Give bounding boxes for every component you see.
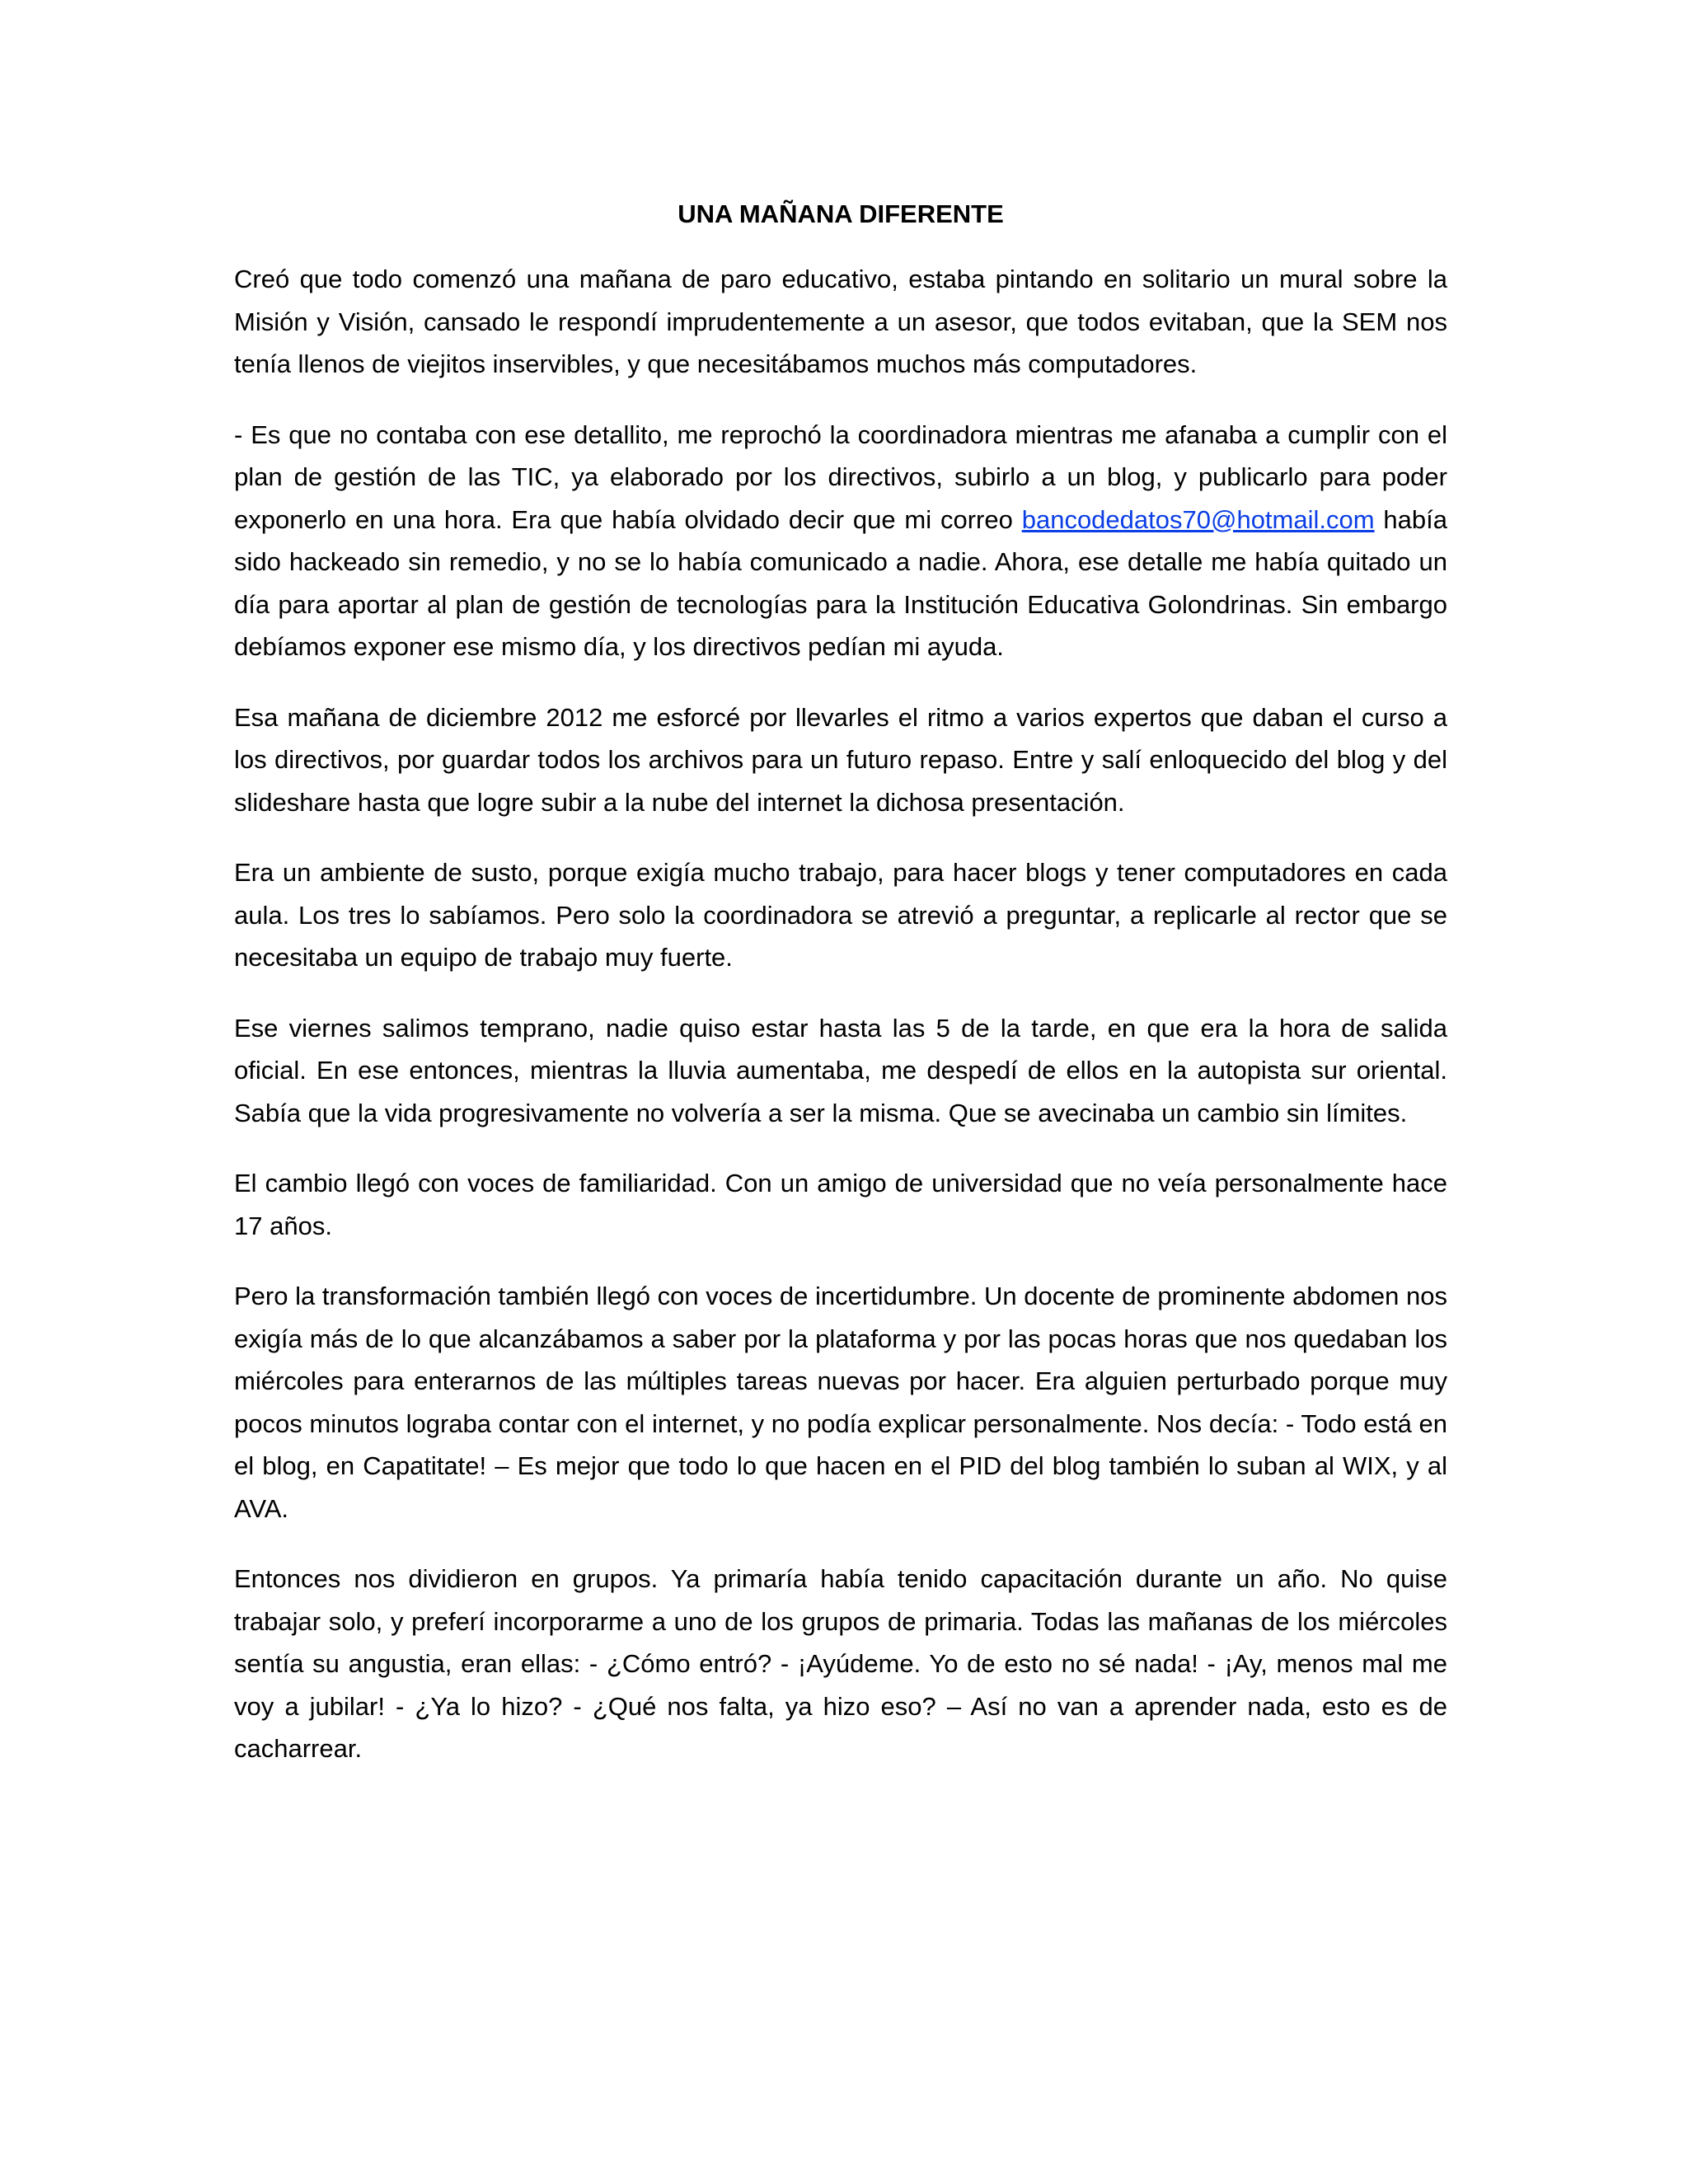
document-body [234, 195, 1447, 1798]
paragraph-8: Entonces nos dividieron en grupos. Ya primaría había tenido capacitación durante un año. No quise trabajar solo, y preferí incorporarme a uno de los grupos de primaria. Todas las mañanas de los miércoles sentía su angustia, eran ellas: - ¿Cómo entró? - ¡Ayúdeme. Yo de esto no sé nada! - ¡Ay, menos mal me voy a jubilar! - ¿Ya lo hizo? - ¿Qué nos falta, ya hizo eso? – Así no van a aprender nada, esto es de cacharrear. [234, 1564, 1447, 1763]
email-link[interactable]: bancodedatos70@hotmail.com [1021, 504, 1375, 534]
paragraph-2 [234, 414, 1447, 668]
paragraph-3: Esa mañana de diciembre 2012 me esforcé por llevarles el ritmo a varios expertos que daban el curso a los directivos, por guardar todos los archivos para un futuro repaso. Entre y salí enloquecido del blog y del slideshare hasta que logre subir a la nube del internet la dichosa presentación. [234, 702, 1447, 817]
paragraph-2-text-after: había sido hackeado sin remedio, y no se lo había comunicado a nadie. Ahora, ese detalle me había quitado un día para aportar al plan de gestión de tecnologías para la Institución Educativa Golondrinas. Sin embargo debíamos exponer ese mismo día, y los directivos pedían mi ayuda. [234, 504, 1447, 661]
paragraph-4: Era un ambiente de susto, porque exigía mucho trabajo, para hacer blogs y tener computadores en cada aula. Los tres lo sabíamos. Pero solo la coordinadora se atrevió a preguntar, a replicarle al rector que se necesitaba un equipo de trabajo muy fuerte. [234, 858, 1447, 972]
paragraph-1: Creó que todo comenzó una mañana de paro educativo, estaba pintando en solitario un mural sobre la Misión y Visión, cansado le respondí imprudentemente a un asesor, que todos evitaban, que la SEM nos tenía llenos de viejitos inservibles, y que necesitábamos muchos más computadores. [234, 265, 1447, 378]
paragraph-7: Pero la transformación también llegó con voces de incertidumbre. Un docente de prominente abdomen nos exigía más de lo que alcanzábamos a saber por la plataforma y por las pocas horas que nos quedaban los miércoles para enterarnos de las múltiples tareas nuevas por hacer. Era alguien perturbado porque muy pocos minutos lograba contar con el internet, y no podía explicar personalmente. Nos decía: - Todo está en el blog, en Capatitate! – Es mejor que todo lo que hacen en el PID del blog también lo suban al WIX, y al AVA. [234, 1282, 1447, 1523]
document-title: UNA MAÑANA DIFERENTE [678, 199, 1004, 228]
paragraph-5: Ese viernes salimos temprano, nadie quiso estar hasta las 5 de la tarde, en que era la hora de salida oficial. En ese entonces, mientras la lluvia aumentaba, me despedí de ellos en la autopista sur oriental. Sabía que la vida progresivamente no volvería a ser la misma. Que se avecinaba un cambio sin límites. [234, 1013, 1447, 1127]
paragraph-6: El cambio llegó con voces de familiaridad. Con un amigo de universidad que no veía personalmente hace 17 años. [234, 1169, 1447, 1240]
paragraph-2-text-before: - Es que no contaba con ese detallito, me reprochó la coordinadora mientras me afanaba a cumplir con el plan de gestión de las TIC, ya elaborado por los directivos, subirlo a un blog, y publicarlo para poder exponerlo en una hora. Era que había olvidado decir que mi correo [234, 419, 1447, 534]
